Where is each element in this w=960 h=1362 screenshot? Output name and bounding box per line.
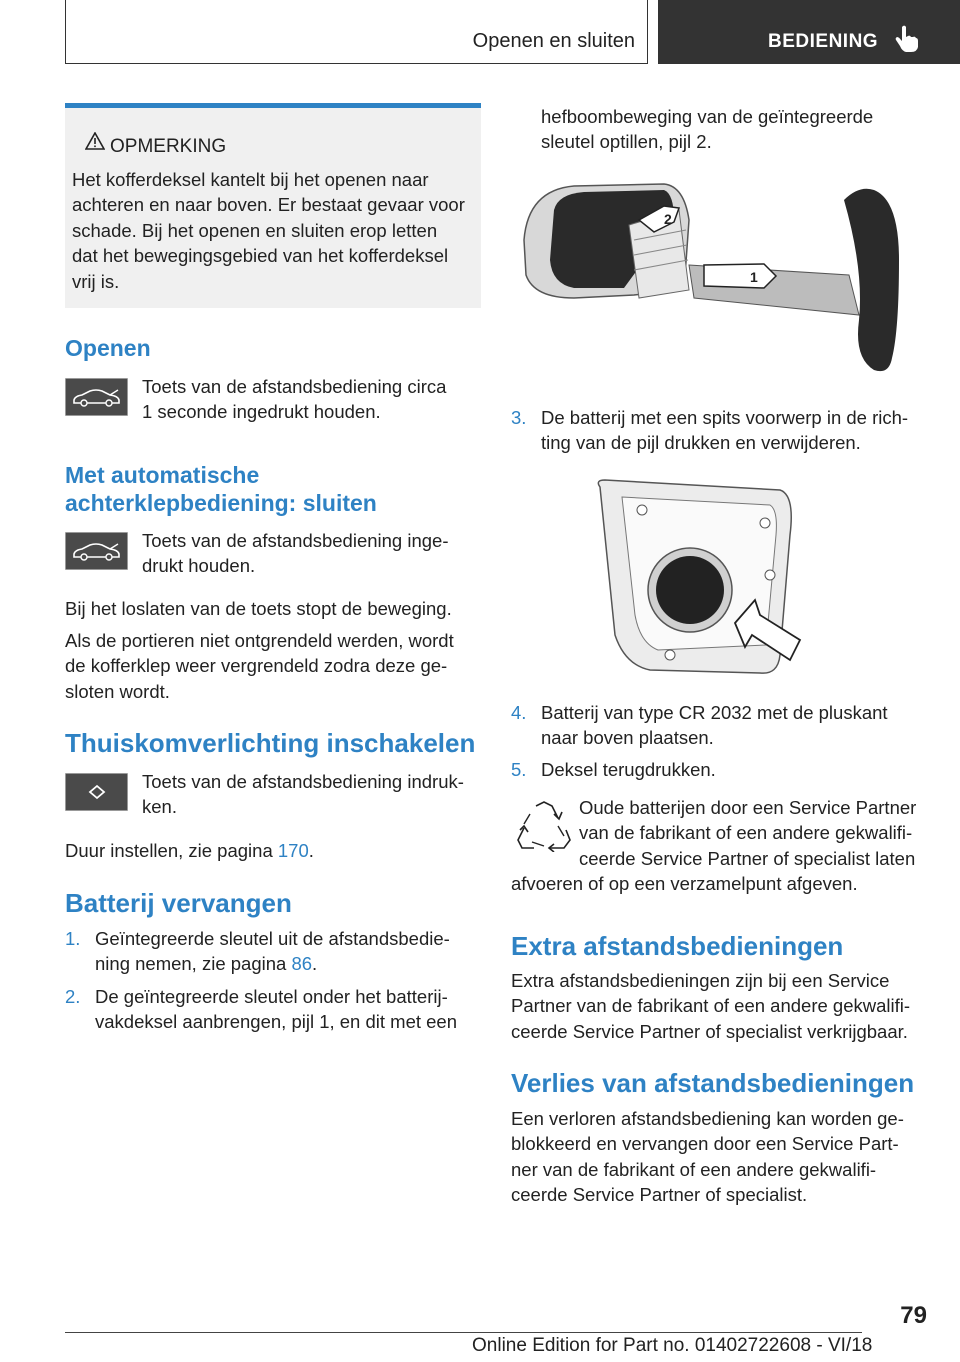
heading-auto: Met automatische achterklepbediening: sluiten — [65, 462, 377, 516]
note-box — [65, 103, 481, 308]
remote-light-button — [65, 773, 128, 811]
heading-openen: Openen — [65, 335, 151, 361]
thuis-duur: Duur instellen, zie pagina 170. — [65, 840, 314, 861]
arrow-label-2: 2 — [664, 211, 672, 227]
page-link-86[interactable]: 86 — [291, 953, 313, 975]
header-section-box — [65, 0, 648, 64]
hand-pointer-icon — [894, 24, 920, 54]
step-5: 5. Deksel terugdrukken. — [511, 759, 716, 780]
header-chapter-title: BEDIENING — [768, 31, 879, 52]
page-number: 79 — [900, 1302, 927, 1329]
remote-trunk-button — [65, 378, 128, 416]
heading-batterij: Batterij vervangen — [65, 888, 292, 918]
step-2-continued: hefboombeweging van de geïntegreerde sleutel optillen, pijl 2. — [541, 106, 874, 153]
step-4: 4. Batterij van type CR 2032 met de pluskant naar boven plaatsen. — [511, 702, 888, 749]
header-chapter-box — [658, 0, 960, 64]
remote-trunk-button-2 — [65, 532, 128, 570]
step-1: 1. Geïntegreerde sleutel uit de afstandsbedie- ning nemen, zie pagina 86. — [65, 928, 450, 975]
car-trunk-icon — [72, 540, 122, 562]
auto-text: Toets van de afstandsbediening inge- drukt houden. — [142, 530, 449, 577]
auto-p1: Bij het loslaten van de toets stopt de beweging. — [65, 598, 452, 619]
step-2: 2. De geïntegreerde sleutel onder het batterij- vakdeksel aanbrengen, pijl 1, en dit met een — [65, 986, 458, 1033]
recycle-icon — [514, 800, 574, 852]
arrow-label-1: 1 — [750, 269, 758, 285]
recycle-text: Oude batterijen door een Service Partner van de fabrikant of een andere gekwalifi- ceerde Service Partner of specialist laten — [579, 797, 917, 869]
step-3: 3. De batterij met een spits voorwerp in de rich- ting van de pijl drukken en verwijderen. — [511, 407, 909, 454]
key-removal-illustration — [514, 180, 914, 380]
footer-edition: Online Edition for Part no. 01402722608 - VI/18 — [472, 1335, 873, 1356]
car-trunk-icon — [72, 386, 122, 408]
page-link-170[interactable]: 170 — [277, 840, 309, 861]
diamond-light-icon — [72, 781, 122, 803]
heading-thuis: Thuiskomverlichting inschakelen — [65, 728, 476, 758]
thuis-text: Toets van de afstandsbediening indruk- ken. — [142, 771, 464, 818]
recycle-text-last: afvoeren of op een verzamelpunt afgeven. — [511, 873, 858, 894]
footer-divider — [65, 1332, 862, 1333]
extra-text: Extra afstandsbedieningen zijn bij een Service Partner van de fabrikant of een andere gekwalifi- ceerde Service Partner of specialist verkrijgbaar. — [511, 970, 911, 1042]
warning-triangle-icon — [85, 132, 105, 150]
openen-text: Toets van de afstandsbediening circa 1 seconde ingedrukt houden. — [142, 376, 447, 423]
battery-compartment-illustration — [580, 475, 820, 685]
note-title: OPMERKING — [110, 136, 227, 157]
heading-verlies: Verlies van afstandsbedieningen — [511, 1068, 915, 1098]
verlies-text: Een verloren afstandsbediening kan worden ge- blokkeerd en vervangen door een Service Part- ner van de fabrikant of een andere gekwalifi- ceerde Service Partner of specialist. — [511, 1108, 904, 1206]
heading-extra: Extra afstandsbedieningen — [511, 931, 844, 961]
auto-p2: Als de portieren niet ontgrendeld werden, wordt de kofferklep weer vergrendeld zodra deze ge- sloten wordt. — [65, 630, 454, 702]
note-text: Het kofferdeksel kantelt bij het openen naar achteren en naar boven. Er bestaat gevaar voor schade. Bij het openen en sluiten erop letten dat het bewegingsgebied van het kofferdeksel vrij is. — [72, 169, 465, 292]
header-section-title: Openen en sluiten — [472, 30, 635, 52]
